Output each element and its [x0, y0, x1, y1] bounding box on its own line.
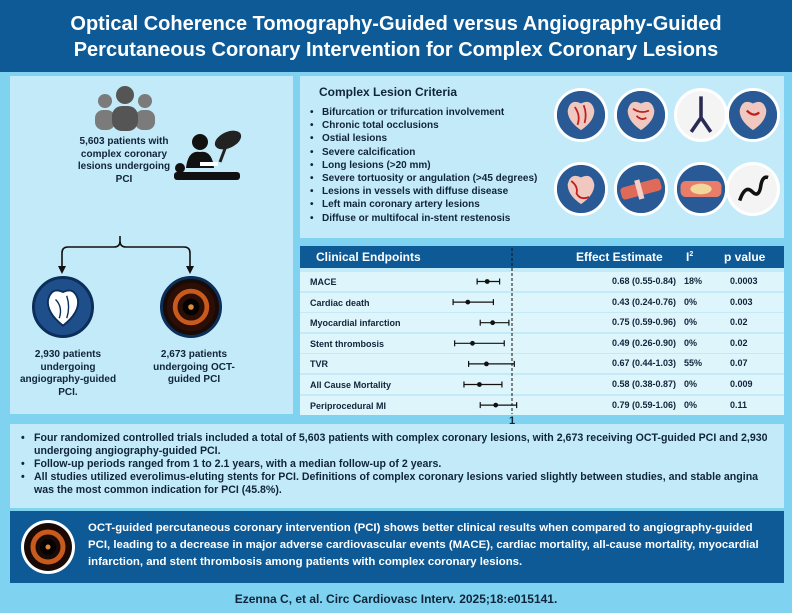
endpoint-name: Stent thrombosis [310, 338, 385, 349]
criteria-item: • Left main coronary artery lesions [308, 198, 537, 211]
tortuous-vessel-icon [726, 162, 780, 216]
point-estimate [470, 341, 475, 346]
effect-estimate: 0.67 (0.44-1.03) [612, 358, 677, 369]
conclusion-text: OCT-guided percutaneous coronary intervention (PCI) shows better clinical results when compared to angiography-guided PCI, leading to a decrease in major adverse cardiovascular events (MACE), cardiac mortality, all-cause mortality, myocardial infarction, and stent thrombosis among patients with complex coronary lesions. [88, 522, 759, 568]
effect-estimate: 0.49 (0.26-0.90) [612, 337, 677, 348]
criteria-panel [300, 76, 784, 238]
criteria-item: • Diffuse or multifocal in-stent restenosis [308, 212, 537, 225]
patient-flow-panel [10, 76, 293, 414]
point-estimate [477, 382, 482, 387]
calcification-heart-icon [726, 88, 780, 142]
heart-angiography-icon [32, 276, 94, 338]
title-line-2: Percutaneous Coronary Intervention for Complex Coronary Lesions [73, 39, 719, 61]
i-squared-value: 18% [684, 276, 703, 286]
i-squared-value: 0% [684, 337, 698, 348]
plaque-vessel-icon [674, 162, 728, 216]
summary-item: • Four randomized controlled trials included a total of 5,603 patients with complex coronary lesions, with 2,673 receiving OCT-guided PCI and 2,930 undergoing angiography-guided PCI. [20, 432, 780, 458]
conclusion-panel [10, 511, 784, 583]
oct-image-icon [160, 276, 222, 338]
criteria-item: • Severe calcification [308, 146, 537, 159]
endpoint-name: Periprocedural MI [310, 400, 387, 411]
p-value: 0.02 [730, 337, 748, 348]
endpoint-name: TVR [310, 359, 328, 370]
page-title [0, 0, 792, 72]
criteria-item: • Severe tortuosity or angulation (>45 degrees) [308, 172, 537, 185]
ostial-vessel-icon [674, 88, 728, 142]
endpoint-name: All Cause Mortality [310, 380, 392, 390]
header-effect-estimate: Effect Estimate [576, 250, 663, 264]
reference-line-label: 1 [509, 415, 516, 427]
summary-panel [10, 424, 784, 508]
criteria-item: • Lesions in vessels with diffuse disease [308, 185, 537, 198]
i-squared-value: 0% [684, 296, 698, 307]
endpoint-name: Myocardial infarction [310, 318, 401, 329]
occlusion-heart-icon [614, 88, 668, 142]
p-value: 0.009 [730, 379, 753, 389]
point-estimate [490, 320, 495, 325]
citation: Ezenna C, et al. Circ Cardiovasc Interv. 2025;18:e015141. [234, 592, 558, 606]
endpoints-panel [300, 246, 784, 414]
angio-group-text: 2,930 patients undergoing angiography-guided PCI. [19, 349, 117, 398]
criteria-item: • Ostial lesions [308, 132, 537, 145]
point-estimate [484, 362, 489, 367]
criteria-item: • Chronic total occlusions [308, 119, 537, 132]
p-value: 0.0003 [730, 276, 758, 286]
effect-estimate: 0.79 (0.59-1.06) [612, 399, 677, 410]
total-patients-text: 5,603 patients with complex coronary lesions undergoing PCI [77, 136, 171, 185]
main-area [0, 72, 792, 613]
point-estimate [485, 279, 490, 284]
i-squared-value: 0% [684, 399, 698, 410]
effect-estimate: 0.43 (0.24-0.76) [612, 296, 677, 307]
point-estimate [465, 300, 470, 305]
header-p-value: p value [724, 250, 766, 264]
criteria-item: • Long lesions (>20 mm) [308, 159, 537, 172]
forest-plot [300, 246, 784, 414]
bifurcation-heart-icon [554, 88, 608, 142]
effect-estimate: 0.58 (0.38-0.87) [612, 379, 677, 389]
i-squared-value: 0% [684, 317, 698, 328]
endpoint-name: MACE [310, 277, 337, 287]
i-squared-value: 55% [684, 358, 703, 369]
header-i-squared: $I^2$ [686, 250, 694, 264]
p-value: 0.02 [730, 317, 748, 328]
oct-group-text: 2,673 patients undergoing OCT- guided PCI [153, 349, 235, 385]
p-value: 0.11 [730, 399, 748, 410]
p-value: 0.07 [730, 358, 748, 369]
vessel-segment-icon [614, 162, 668, 216]
effect-estimate: 0.75 (0.59-0.96) [612, 317, 677, 328]
oct-cross-section-icon [20, 519, 76, 575]
summary-item: • All studies utilized everolimus-eluting stents for PCI. Definitions of complex coronary lesions varied slightly between studies, and stable angina was the most common indication for PCI (45.8%). [20, 471, 780, 497]
i-squared-value: 0% [684, 379, 698, 389]
summary-list [20, 432, 780, 497]
criteria-list [308, 106, 537, 225]
title-line-1: Optical Coherence Tomography-Guided versus Angiography-Guided [70, 13, 722, 35]
long-lesion-heart-icon [554, 162, 608, 216]
criteria-item: • Bifurcation or trifurcation involvement [308, 106, 537, 119]
criteria-title: Complex Lesion Criteria [319, 85, 458, 99]
summary-item: • Follow-up periods ranged from 1 to 2.1 years, with a median follow-up of 2 years. [20, 458, 780, 471]
point-estimate [493, 403, 498, 408]
header-clinical-endpoints: Clinical Endpoints [316, 250, 421, 264]
p-value: 0.003 [730, 296, 753, 307]
effect-estimate: 0.68 (0.55-0.84) [612, 276, 677, 286]
endpoint-name: Cardiac death [310, 297, 370, 308]
